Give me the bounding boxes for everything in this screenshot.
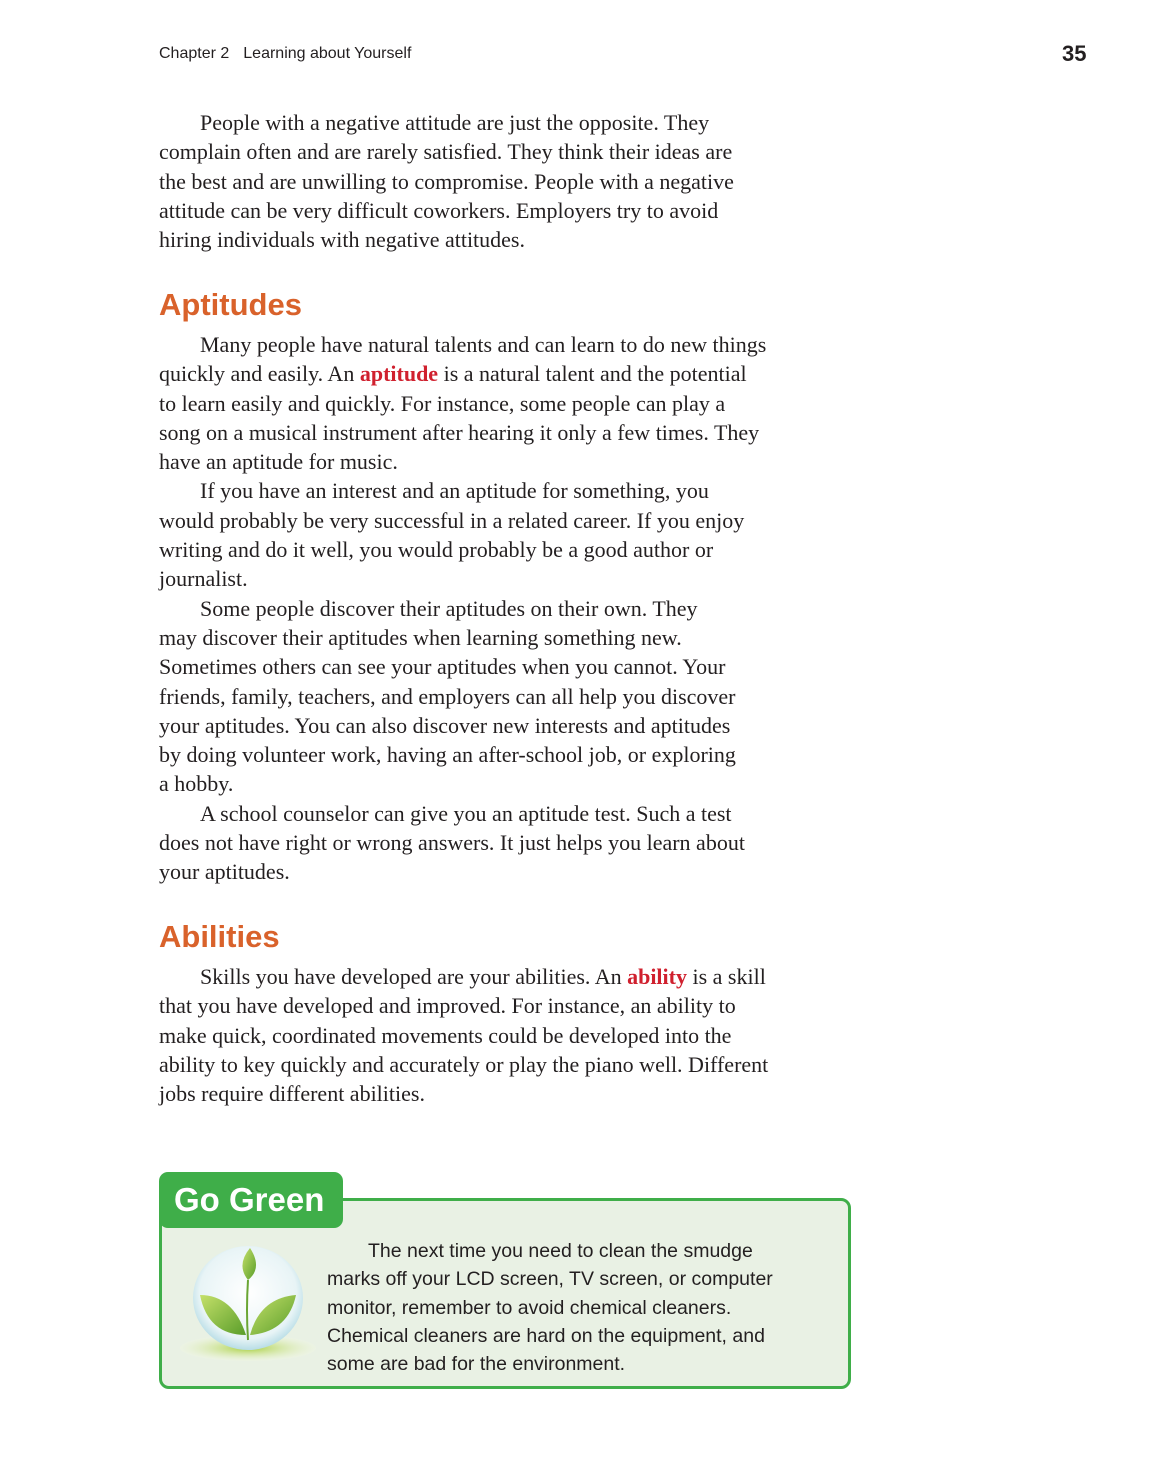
text-line: journalist.: [159, 566, 248, 592]
text-line: People with a negative attitude are just the opposite. They: [200, 110, 710, 135]
text-line: a hobby.: [159, 771, 234, 797]
text-line: hiring individuals with negative attitudes.: [159, 227, 525, 253]
abilities-heading: Abilities: [159, 919, 280, 954]
intro-paragraph: [159, 108, 879, 254]
text-line: some are bad for the environment.: [327, 1353, 626, 1376]
go-green-title: Go Green: [159, 1172, 343, 1228]
running-header: [159, 45, 411, 63]
text-run: is a skill: [686, 964, 766, 989]
text-line: jobs require different abilities.: [159, 1081, 425, 1107]
text-line: monitor, remember to avoid chemical cleaners.: [327, 1296, 732, 1319]
text-line: complain often and are rarely satisfied. They think their ideas are: [159, 139, 733, 165]
key-term: aptitude: [359, 361, 439, 387]
text-line: Some people discover their aptitudes on their own. They: [200, 595, 698, 621]
key-term: ability: [627, 964, 687, 989]
text-line: by doing volunteer work, having an after-school job, or exploring: [159, 742, 736, 768]
text-run: quickly and easily. An: [159, 361, 360, 387]
page-number: 35: [1062, 41, 1087, 66]
leaf-sprout-icon: [178, 1240, 318, 1365]
text-line: [159, 359, 879, 388]
go-green-text: [327, 1237, 773, 1378]
text-line: have an aptitude for music.: [159, 449, 398, 475]
text-line: your aptitudes.: [159, 859, 290, 885]
text-line: Chemical cleaners are hard on the equipment, and: [327, 1324, 765, 1347]
text-line: A school counselor can give you an aptitude test. Such a test: [200, 800, 732, 826]
text-line: would probably be very successful in a related career. If you enjoy: [159, 507, 745, 533]
aptitudes-heading: Aptitudes: [159, 287, 302, 322]
chapter-label: Chapter 2: [159, 45, 230, 62]
text-line: If you have an interest and an aptitude for something, you: [200, 478, 709, 504]
aptitudes-section: [159, 330, 879, 887]
text-line: the best and are unwilling to compromise. People with a negative: [159, 168, 734, 194]
text-line: friends, family, teachers, and employers can all help you discover: [159, 683, 736, 709]
text-run: is a natural talent and the potential: [438, 361, 747, 387]
text-line: marks off your LCD screen, TV screen, or computer: [327, 1268, 773, 1291]
chapter-title: Learning about Yourself: [243, 45, 412, 62]
abilities-section: [159, 962, 879, 1108]
text-line: attitude can be very difficult coworkers. Employers try to avoid: [159, 197, 719, 223]
text-line: Many people have natural talents and can learn to do new things: [200, 332, 767, 357]
text-line: The next time you need to clean the smudge: [368, 1240, 753, 1262]
text-line: to learn easily and quickly. For instance, some people can play a: [159, 390, 726, 416]
text-line: [159, 962, 879, 991]
text-line: writing and do it well, you would probably be a good author or: [159, 537, 714, 563]
text-line: does not have right or wrong answers. It just helps you learn about: [159, 830, 745, 856]
text-line: Sometimes others can see your aptitudes when you cannot. Your: [159, 654, 726, 680]
text-line: your aptitudes. You can also discover new interests and aptitudes: [159, 712, 731, 738]
text-line: ability to key quickly and accurately or play the piano well. Different: [159, 1051, 769, 1077]
text-line: that you have developed and improved. For instance, an ability to: [159, 993, 736, 1019]
text-line: song on a musical instrument after hearing it only a few times. They: [159, 419, 760, 445]
text-line: may discover their aptitudes when learning something new.: [159, 624, 682, 650]
text-run: Skills you have developed are your abilities. An: [200, 964, 628, 989]
text-line: make quick, coordinated movements could be developed into the: [159, 1022, 732, 1048]
